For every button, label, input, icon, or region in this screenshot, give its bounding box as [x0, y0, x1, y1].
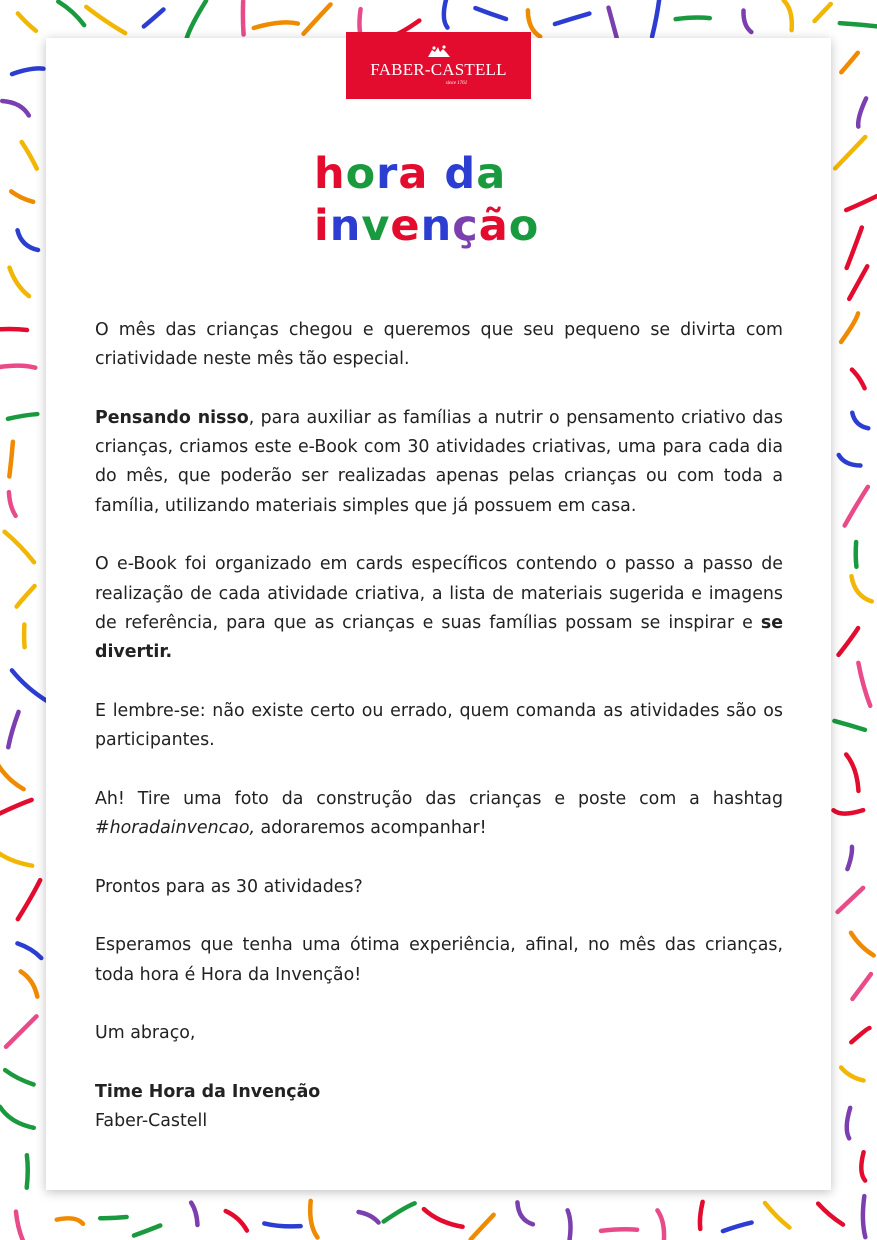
confetti-stroke [846, 754, 858, 790]
brand-name: FABER-CASTELL [370, 60, 507, 79]
signature [95, 1078, 783, 1137]
confetti-stroke [475, 8, 506, 19]
paragraph-cards-text: O e-Book foi organizado em cards específicos contendo o passo a passo de realização de cada atividade criativa, a lista de materiais sugerida e imagens de referência, para que as crianças e suas famílias possam se inspirar e [95, 554, 783, 633]
confetti-stroke [849, 266, 867, 299]
confetti-stroke [24, 624, 25, 647]
confetti-stroke [852, 974, 871, 999]
confetti-stroke [555, 14, 589, 24]
confetti-stroke [676, 17, 710, 19]
confetti-stroke [310, 1201, 317, 1238]
confetti-stroke [191, 1203, 197, 1225]
confetti-stroke [517, 1202, 533, 1224]
confetti-stroke [0, 762, 24, 789]
confetti-stroke [568, 1210, 571, 1240]
confetti-stroke [27, 1155, 28, 1187]
confetti-stroke [384, 1203, 415, 1221]
paragraph-intro: O mês das crianças chegou e queremos que seu pequeno se divirta com criatividade neste mês tão especial. [95, 320, 783, 370]
confetti-stroke [0, 800, 32, 817]
confetti-stroke [6, 1016, 36, 1046]
confetti-stroke [845, 487, 868, 526]
confetti-stroke [0, 1107, 34, 1128]
brand-since: since 1761 [445, 81, 468, 86]
confetti-stroke [254, 22, 298, 28]
paragraph-cards [95, 550, 783, 667]
confetti-stroke [226, 1211, 247, 1231]
paragraph-hashtag-start: Ah! Tire uma foto da construção das crianças e poste com a hashtag [95, 788, 783, 809]
confetti-stroke [16, 1212, 26, 1240]
confetti-stroke [833, 810, 863, 813]
confetti-stroke [12, 68, 43, 74]
confetti-stroke [861, 1152, 865, 1180]
confetti-stroke [834, 721, 865, 730]
confetti-stroke [2, 101, 29, 116]
confetti-stroke [9, 442, 13, 477]
confetti-stroke [5, 1070, 33, 1084]
confetti-stroke [839, 628, 859, 655]
confetti-stroke [847, 847, 852, 869]
hashtag: #horadainvencao, [95, 818, 255, 839]
emphasis-pensando-nisso: Pensando nisso [95, 407, 249, 428]
confetti-stroke [264, 1223, 300, 1226]
confetti-stroke [424, 1209, 463, 1227]
confetti-stroke [846, 196, 877, 210]
closing-greeting: Um abraço, [95, 1023, 196, 1044]
confetti-stroke [847, 228, 862, 268]
confetti-stroke [856, 542, 857, 567]
paragraph-ready: Prontos para as 30 atividades? [95, 876, 363, 897]
paragraph-ebook [95, 404, 783, 521]
faber-castell-logo [346, 32, 531, 99]
confetti-stroke [18, 230, 39, 250]
paragraph-experience: Esperamos que tenha uma ótima experiência, afinal, no mês das crianças, toda hora é Hora da Invenção! [95, 935, 783, 985]
confetti-stroke [187, 1, 206, 38]
confetti-stroke [5, 532, 34, 562]
paragraph-hashtag [95, 785, 783, 844]
confetti-stroke [9, 268, 29, 297]
confetti-stroke [700, 1202, 703, 1229]
confetti-stroke [858, 663, 870, 706]
confetti-stroke [8, 414, 37, 419]
confetti-stroke [304, 4, 331, 33]
confetti-stroke [851, 933, 874, 956]
confetti-stroke [8, 712, 18, 747]
knights-emblem-icon [426, 44, 452, 58]
confetti-stroke [863, 1196, 865, 1237]
confetti-stroke [858, 98, 866, 126]
confetti-stroke [840, 23, 877, 27]
confetti-stroke [723, 1223, 752, 1232]
paragraph-reminder: E lembre-se: não existe certo ou errado, quem comanda as atividades são os participantes. [95, 700, 783, 751]
confetti-stroke [852, 370, 865, 389]
paragraph-ebook-text: , para auxiliar as famílias a nutrir o pensamento criativo das crianças, criamos este e-Book com 30 atividades criativas, uma para cada dia do mês, que poderão ser realizadas apenas pelas crianças ou com toda a família, utilizando materiais simples que já possuem em casa. [95, 407, 783, 516]
confetti-stroke [841, 53, 857, 72]
confetti-stroke [21, 971, 38, 996]
confetti-stroke [12, 670, 47, 700]
hora-da-invencao-logo [314, 148, 539, 252]
confetti-stroke [17, 943, 41, 958]
letter-card [46, 38, 831, 1190]
logo-line-1: hora da [314, 149, 507, 199]
confetti-stroke [851, 1028, 869, 1042]
signature-company: Faber-Castell [95, 1111, 208, 1132]
confetti-stroke [9, 492, 16, 516]
confetti-stroke [815, 4, 831, 21]
confetti-stroke [86, 7, 125, 33]
confetti-stroke [100, 1217, 126, 1218]
emphasis-se-divertir: se divertir. [95, 612, 783, 663]
confetti-stroke [359, 1212, 379, 1223]
confetti-stroke [852, 413, 868, 429]
confetti-stroke [784, 0, 792, 30]
confetti-stroke [0, 366, 35, 369]
confetti-stroke [22, 142, 37, 169]
confetti-stroke [835, 137, 865, 168]
confetti-stroke [839, 455, 861, 466]
confetti-stroke [652, 0, 660, 37]
confetti-stroke [841, 313, 858, 342]
confetti-stroke [444, 0, 448, 28]
signature-team: Time Hora da Invenção [95, 1081, 321, 1102]
logo-line-2: invenção [314, 201, 540, 251]
confetti-stroke [743, 10, 751, 32]
confetti-stroke [601, 1229, 637, 1231]
confetti-stroke [847, 1108, 850, 1139]
confetti-stroke [841, 1068, 863, 1081]
confetti-stroke [471, 1215, 494, 1240]
paragraph-hashtag-end: adoraremos acompanhar! [255, 818, 487, 839]
confetti-stroke [58, 2, 84, 26]
letter-body [95, 316, 783, 1136]
confetti-stroke [57, 1218, 83, 1224]
confetti-stroke [657, 1210, 664, 1240]
confetti-stroke [18, 880, 40, 919]
confetti-stroke [838, 888, 864, 912]
confetti-stroke [134, 1226, 160, 1236]
confetti-stroke [0, 852, 32, 866]
confetti-stroke [18, 13, 36, 30]
confetti-stroke [17, 586, 35, 607]
confetti-stroke [243, 1, 244, 34]
confetti-stroke [765, 1203, 789, 1228]
confetti-stroke [851, 576, 871, 601]
confetti-stroke [144, 9, 164, 26]
confetti-stroke [11, 191, 33, 201]
confetti-stroke [818, 1204, 843, 1225]
confetti-stroke [0, 329, 27, 330]
